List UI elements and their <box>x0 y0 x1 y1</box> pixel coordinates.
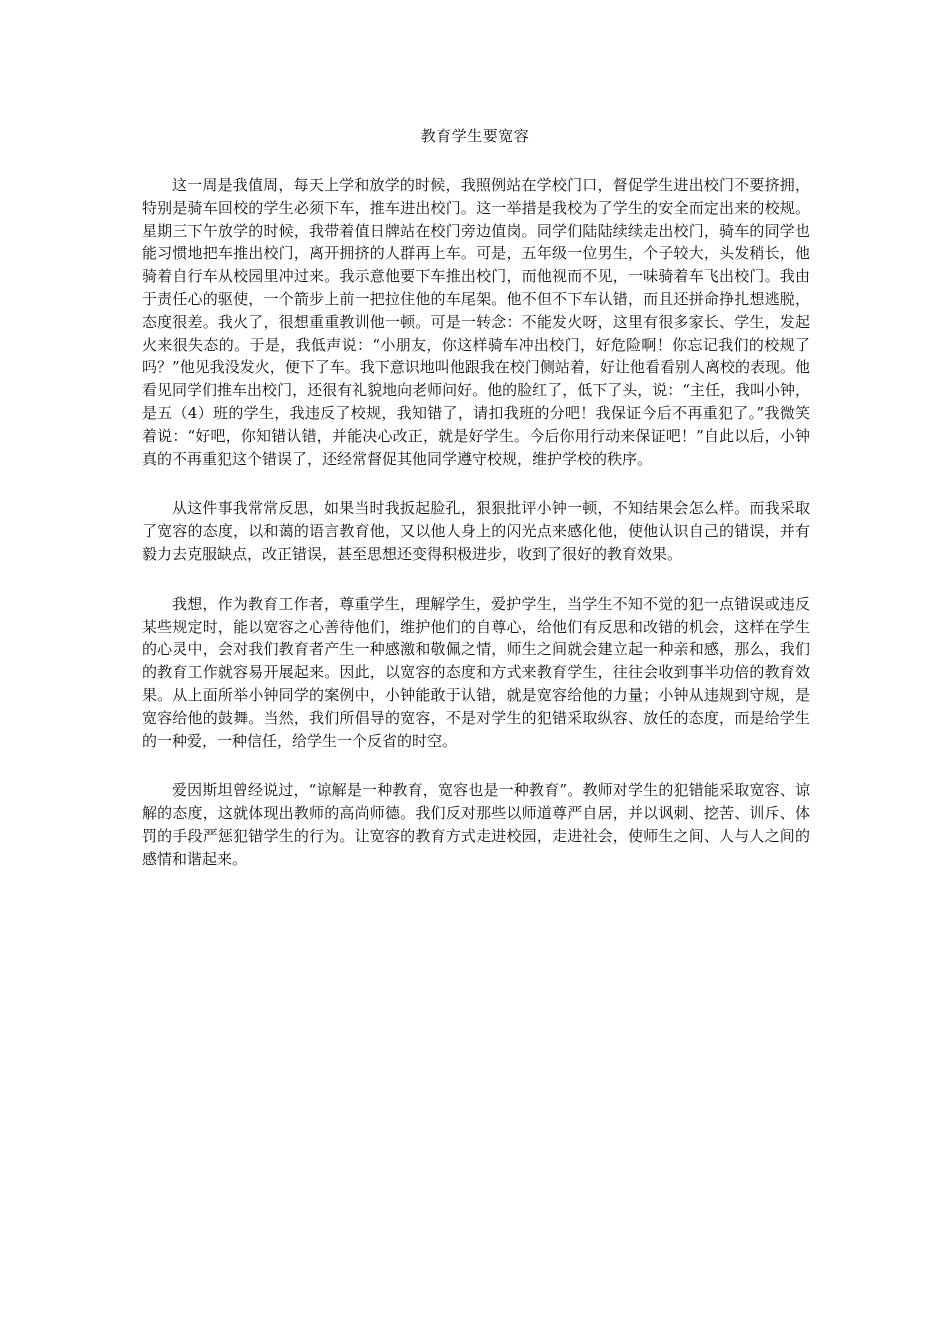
paragraph-2: 从这件事我常常反思，如果当时我扳起脸孔，狠狠批评小钟一顿，不知结果会怎么样。而我采取了宽容的态度，以和蔼的语言教育他，又以他人身上的闪光点来感化他，使他认识自己的错误，并有毅力去克服缺点，改正错误，甚至思想还变得积极进步，收到了很好的教育效果。 <box>142 499 810 563</box>
document-title: 教育学生要宽容 <box>420 127 530 145</box>
document-body <box>142 174 810 898</box>
paragraph-1: 这一周是我值周，每天上学和放学的时候，我照例站在学校门口，督促学生进出校门不要挤拥，特别是骑车回校的学生必须下车，推车进出校门。这一举措是我校为了学生的安全而定出来的校规。星期三下午放学的时候，我带着值日牌站在校门旁边值岗。同学们陆陆续续走出校门，骑车的同学也能习惯地把车推出校门，离开拥挤的人群再上车。可是，五年级一位男生，个子较大，头发稍长，他骑着自行车从校园里冲过来。我示意他要下车推出校门，而他视而不见，一味骑着车飞出校门。我由于责任心的驱使，一个箭步上前一把拉住他的车尾架。他不但不下车认错，而且还拼命挣扎想逃脱，态度很差。我火了，很想重重教训他一顿。可是一转念：不能发火呀，这里有很多家长、学生，发起火来很失态的。于是，我低声说：“小朋友，你这样骑车冲出校门，好危险啊！你忘记我们的校规了吗？”他见我没发火，便下了车。我下意识地叫他跟我在校门侧站着，好让他看看别人离校的表现。他看见同学们推车出校门，还很有礼貌地向老师问好。他的脸红了，低下了头，说：“主任，我叫小钟，是五（4）班的学生，我违反了校规，我知错了，请扣我班的分吧！我保证今后不再重犯了。”我微笑着说：“好吧，你知错认错，并能决心改正，就是好学生。今后你用行动来保证吧！”自此以后，小钟真的不再重犯这个错误了，还经常督促其他同学遵守校规，维护学校的秩序。 <box>142 176 810 468</box>
paragraph-3: 我想，作为教育工作者，尊重学生，理解学生，爱护学生，当学生不知不觉的犯一点错误或违反某些规定时，能以宽容之心善待他们，维护他们的自尊心，给他们有反思和改错的机会，这样在学生的心灵中，会对我们教育者产生一种感激和敬佩之情，师生之间就会建立起一种亲和感，那么，我们的教育工作就容易开展起来。因此，以宽容的态度和方式来教育学生，往往会收到事半功倍的教育效果。从上面所举小钟同学的案例中，小钟能敢于认错，就是宽容给他的力量；小钟从违规到守规，是宽容给他的鼓舞。当然，我们所倡导的宽容，不是对学生的犯错采取纵容、放任的态度，而是给学生的一种爱，一种信任，给学生一个反省的时空。 <box>142 594 810 750</box>
paragraph-4: 爱因斯坦曾经说过，“谅解是一种教育，宽容也是一种教育”。教师对学生的犯错能采取宽容、谅解的态度，这就体现出教师的高尚师德。我们反对那些以师道尊严自居，并以讽刺、挖苦、训斥、体罚的手段严惩犯错学生的行为。让宽容的教育方式走进校园，走进社会，使师生之间、人与人之间的感情和谐起来。 <box>142 781 810 868</box>
